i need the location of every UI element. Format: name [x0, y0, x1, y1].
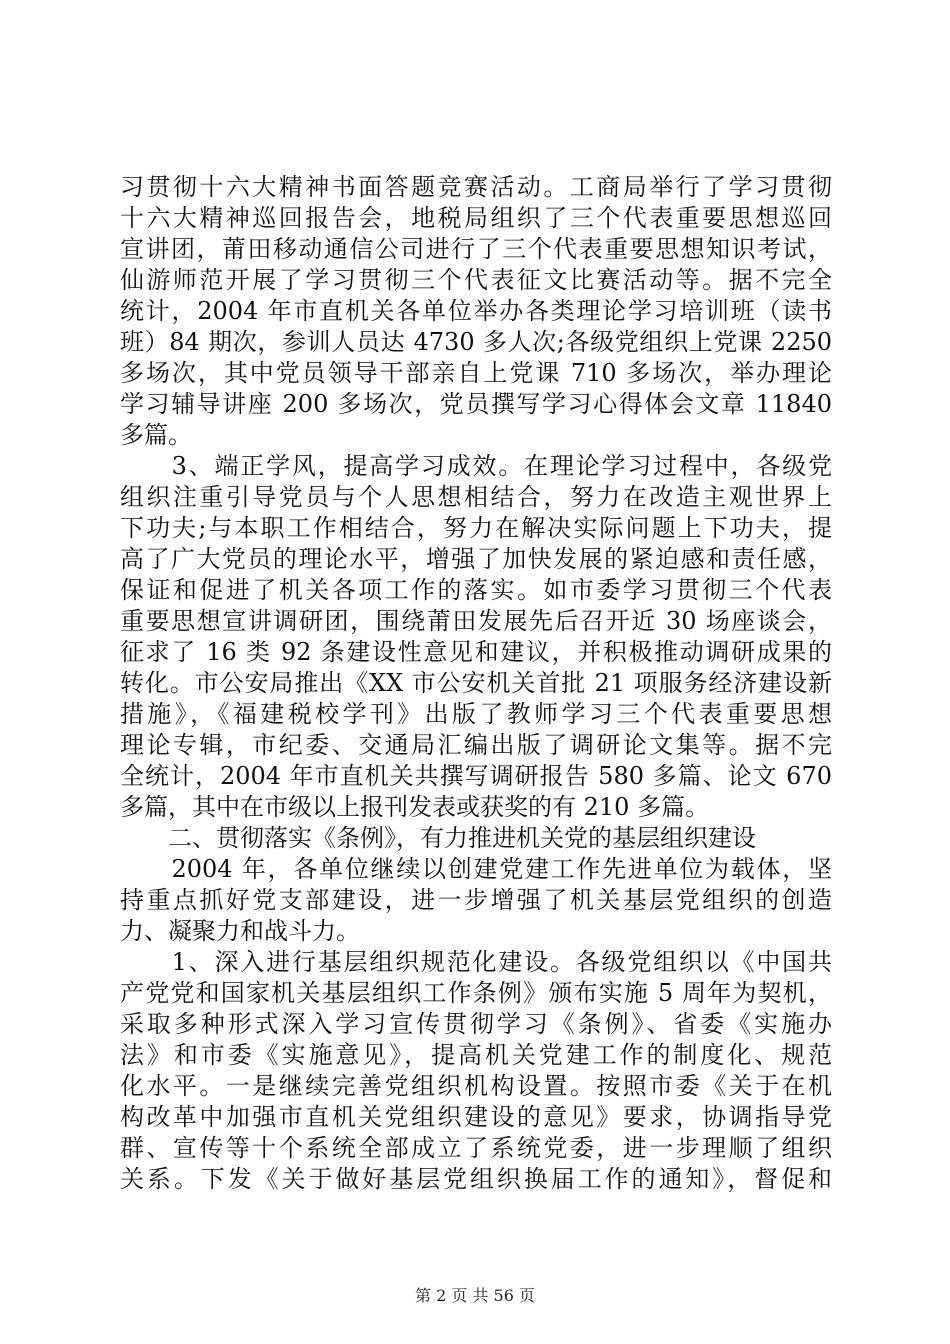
text-line: 理论专辑，市纪委、交通局汇编出版了调研论文集等。据不完	[120, 731, 832, 759]
text-line: 1、深入进行基层组织规范化建设。各级党组织以《中国共	[120, 948, 832, 976]
text-line: 组织注重引导党员与个人思想相结合，努力在改造主观世界上	[120, 483, 832, 511]
text-line: 关系。下发《关于做好基层党组织换届工作的通知》，督促和	[120, 1165, 832, 1193]
text-line: 构改革中加强市直机关党组织建设的意见》要求，协调指导党	[120, 1103, 832, 1131]
text-line: 群、宣传等十个系统全部成立了系统党委，进一步理顺了组织	[120, 1134, 832, 1162]
text-line: 采取多种形式深入学习宣传贯彻学习《条例》、省委《实施办	[120, 1010, 832, 1038]
text-line: 多篇，其中在市级以上报刊发表或获奖的有 210 多篇。	[120, 793, 710, 821]
page-footer: 第 2 页 共 56 页	[415, 1286, 535, 1305]
text-line: 二、贯彻落实《条例》，有力推进机关党的基层组织建设	[120, 824, 756, 852]
text-line: 高了广大党员的理论水平，增强了加快发展的紧迫感和责任感，	[120, 545, 832, 573]
text-line: 多篇。	[120, 421, 192, 449]
text-line: 持重点抓好党支部建设，进一步增强了机关基层党组织的创造	[120, 886, 832, 914]
text-line: 化水平。一是继续完善党组织机构设置。按照市委《关于在机	[120, 1072, 832, 1100]
text-line: 统计，2004 年市直机关各单位举办各类理论学习培训班（读书	[120, 297, 832, 325]
text-line: 宣讲团，莆田移动通信公司进行了三个代表重要思想知识考试，	[120, 235, 832, 263]
text-line: 学习辅导讲座 200 多场次，党员撰写学习心得体会文章 11840	[120, 390, 832, 418]
text-line: 产党党和国家机关基层组织工作条例》颁布实施 5 周年为契机，	[120, 979, 832, 1007]
text-line: 仙游师范开展了学习贯彻三个代表征文比赛活动等。据不完全	[120, 266, 832, 294]
text-line: 多场次，其中党员领导干部亲自上党课 710 多场次，举办理论	[120, 359, 832, 387]
text-line: 征求了 16 类 92 条建设性意见和建议，并积极推动调研成果的	[120, 638, 832, 666]
text-line: 习贯彻十六大精神书面答题竞赛活动。工商局举行了学习贯彻	[120, 173, 832, 201]
text-line: 3、端正学风，提高学习成效。在理论学习过程中，各级党	[120, 452, 832, 480]
text-line: 力、凝聚力和战斗力。	[120, 917, 360, 945]
text-line: 保证和促进了机关各项工作的落实。如市委学习贯彻三个代表	[120, 576, 832, 604]
text-line: 下功夫;与本职工作相结合，努力在解决实际问题上下功夫，提	[120, 514, 832, 542]
text-line: 重要思想宣讲调研团，围绕莆田发展先后召开近 30 场座谈会，	[120, 607, 832, 635]
document-body	[120, 172, 832, 1195]
text-line: 措施》，《福建税校学刊》出版了教师学习三个代表重要思想	[120, 700, 832, 728]
text-line: 法》和市委《实施意见》，提高机关党建工作的制度化、规范	[120, 1041, 832, 1069]
text-line: 全统计，2004 年市直机关共撰写调研报告 580 多篇、论文 670	[120, 762, 832, 790]
text-line: 2004 年，各单位继续以创建党建工作先进单位为载体，坚	[120, 855, 832, 883]
text-line: 转化。市公安局推出《XX 市公安机关首批 21 项服务经济建设新	[120, 669, 832, 697]
text-line: 十六大精神巡回报告会，地税局组织了三个代表重要思想巡回	[120, 204, 832, 232]
text-line: 班）84 期次，参训人员达 4730 多人次;各级党组织上党课 2250	[120, 328, 832, 356]
